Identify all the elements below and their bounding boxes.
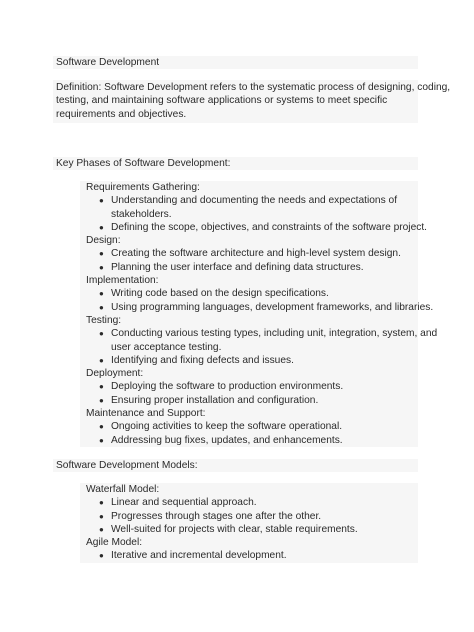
list-item-text: Creating the software architecture and high-level system design. [111,248,401,260]
section-label: Deployment: [86,368,144,380]
list-item [83,354,415,367]
phases-heading-block [53,157,418,170]
list-item-text: Using programming languages, development frameworks, and libraries. [111,301,434,313]
list-item [83,420,415,433]
list-item [83,221,427,234]
list-item-text: Linear and sequential approach. [111,497,257,509]
bullet-icon: ● [99,249,104,259]
bullet-icon: ● [99,302,104,312]
list-item-text: Ongoing activities to keep the software operational. [111,421,343,433]
bullet-icon: ● [99,382,104,392]
list-item [83,523,415,536]
list-item [83,496,415,509]
list-item [83,394,415,407]
list-item [83,549,415,562]
bullet-icon: ● [99,498,104,508]
section-label: Testing: [86,314,122,326]
phases-list [80,181,438,447]
bullet-icon: ● [99,511,104,521]
list-item-text: Writing code based on the design specifications. [111,288,329,300]
bullet-icon: ● [99,289,104,299]
section-label: Implementation: [86,275,159,287]
phases-heading: Key Phases of Software Development: [56,158,231,169]
list-item [83,194,415,221]
bullet-icon: ● [99,355,104,365]
list-item-text: Well-suited for projects with clear, stable requirements. [111,523,358,535]
list-item-text: Conducting various testing types, including unit, integration, system, and [111,328,438,340]
list-item [83,247,415,260]
section-label: Waterfall Model: [86,484,160,495]
bullet-icon: ● [99,196,104,206]
document-title: Software Development [56,57,160,68]
list-item-text: user acceptance testing. [111,341,222,353]
list-item-text: Identifying and fixing defects and issues. [111,354,294,366]
section-label: Maintenance and Support: [86,408,206,420]
definition-line: Definition: Software Development refers to the systematic process of designing, coding, [56,82,451,93]
bullet-icon: ● [99,422,104,432]
models-heading: Software Development Models: [56,460,198,471]
bullet-icon: ● [99,329,104,339]
bullet-icon: ● [99,435,104,445]
list-item [83,434,415,447]
list-item [83,380,415,393]
bullet-icon: ● [99,551,104,561]
definition-line: testing, and maintaining software applications or systems to meet specific [56,95,388,107]
list-item-text: Planning the user interface and defining data structures. [111,261,364,273]
section-label: Agile Model: [86,537,143,549]
definition-line: requirements and objectives. [56,108,187,120]
list-item [83,261,415,274]
list-item-text: Understanding and documenting the needs and expectations of [111,195,398,207]
bullet-icon: ● [99,395,104,405]
list-item-text: Addressing bug fixes, updates, and enhancements. [111,434,343,446]
section-label: Requirements Gathering: [86,182,200,193]
list-item-text: Defining the scope, objectives, and constraints of the software project. [111,221,427,233]
definition-paragraph [53,80,451,123]
list-item [83,301,434,314]
list-item-text: Iterative and incremental development. [111,550,287,562]
list-item-text: Ensuring proper installation and configuration. [111,394,319,406]
section-label: Design: [86,235,121,247]
list-item [83,327,438,354]
list-item [83,287,415,300]
list-item-text: Deploying the software to production environments. [111,381,344,393]
list-item-text: Progresses through stages one after the other. [111,510,322,522]
bullet-icon: ● [99,262,104,272]
models-list [80,483,418,563]
document-title-block [53,56,418,69]
bullet-icon: ● [99,524,104,534]
list-item [83,510,415,523]
bullet-icon: ● [99,222,104,232]
list-item-text: stakeholders. [111,208,172,220]
models-heading-block [53,459,418,472]
